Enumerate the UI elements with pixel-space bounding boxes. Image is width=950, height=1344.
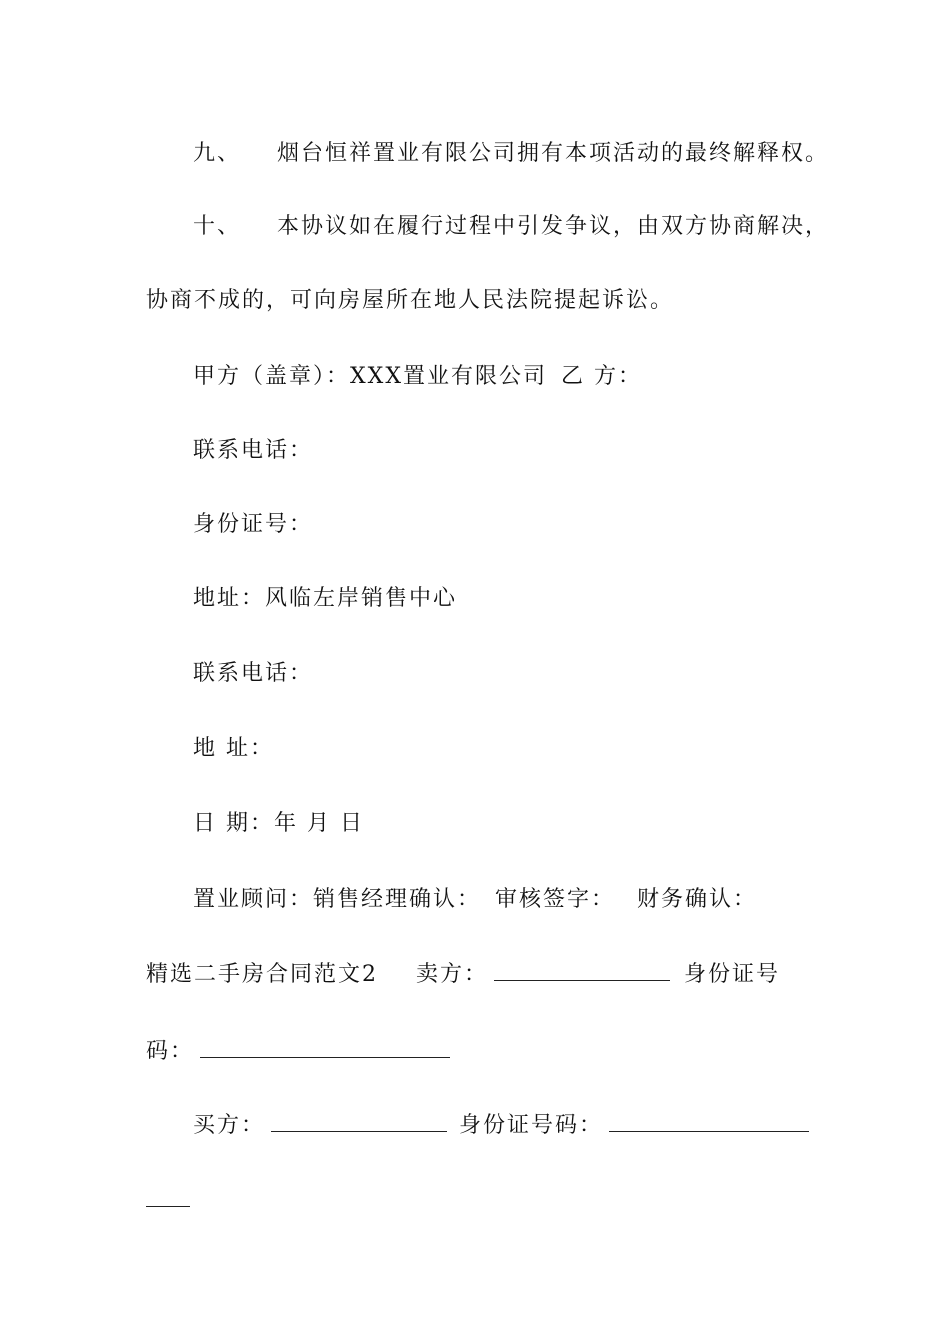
contract2-header-line [146,958,780,990]
seller-blank[interactable] [494,958,670,981]
id-number-label: 身份证号： [193,512,314,537]
seller-id-label-part2: 码： [146,1039,195,1064]
buyer-id-label: 身份证号码： [459,1113,604,1138]
phone-label-1: 联系电话： [193,438,314,463]
clause-ten-number: 十、 [193,214,242,239]
seller-label: 卖方： [416,962,489,987]
signoff-line [193,885,757,915]
clause-ten-text: 本协议如在履行过程中引发争议，由双方协商解决， [277,214,830,239]
buyer-label: 买方： [193,1113,266,1138]
clause-nine [193,139,829,169]
seller-id-blank[interactable] [200,1035,450,1058]
finance-label: 财务确认： [637,887,758,912]
buyer-line [193,1109,809,1141]
clause-nine-text: 烟台恒祥置业有限公司拥有本项活动的最终解释权。 [277,141,830,166]
buyer-blank[interactable] [271,1109,447,1132]
consultant-label: 置业顾问：销售经理确认： [193,887,482,912]
phone-label-2: 联系电话： [193,661,314,686]
seller-id-label-part1: 身份证号 [684,962,781,987]
clause-nine-number: 九、 [193,141,242,166]
date-label: 日 期：年 月 日 [193,811,364,836]
party-line [193,362,642,392]
buyer-id-blank[interactable] [609,1109,809,1132]
address-a-label: 地址：风临左岸销售中心 [193,586,458,611]
review-label: 审核签字： [495,887,616,912]
party-a-label: 甲方（盖章）：XXX置业有限公司 [193,364,547,389]
party-b-label: 乙 方： [561,364,642,389]
contract2-title: 精选二手房合同范文2 [146,962,378,987]
clause-ten [193,212,829,242]
seller-id-line [146,1035,456,1067]
buyer-id-blank-continued[interactable] [146,1184,190,1207]
clause-ten-continuation: 协商不成的，可向房屋所在地人民法院提起诉讼。 [146,288,675,313]
buyer-id-continuation [146,1184,190,1216]
address-b-label: 地 址： [193,736,274,761]
